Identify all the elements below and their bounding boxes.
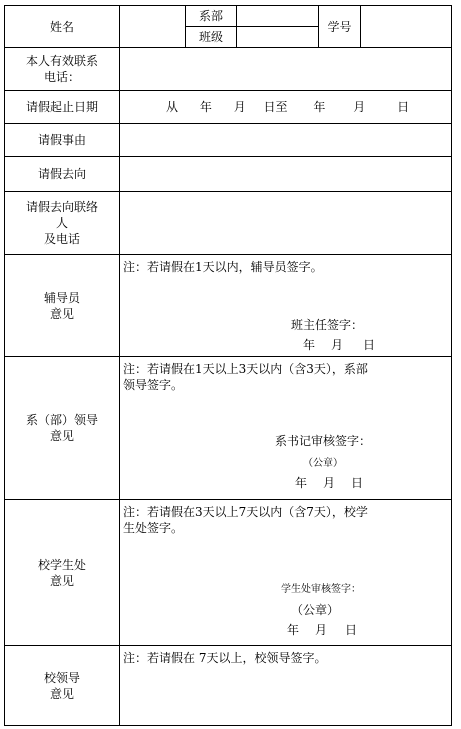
counselor-day: 日 — [363, 338, 376, 352]
dates-from: 从 — [166, 100, 179, 114]
dates-day-to: 日至 — [263, 100, 288, 114]
contact-label-line2: 人 — [55, 216, 68, 230]
dept-field[interactable] — [237, 6, 319, 27]
school-leader-label-line2: 意见 — [49, 686, 74, 701]
dates-field[interactable] — [120, 91, 452, 124]
student-office-month: 月 — [315, 623, 328, 637]
student-office-label-line1: 校学生处 — [37, 557, 86, 572]
department-note-line1: 注：若请假在1天以上3天以内（含3天），系部 — [123, 362, 368, 376]
dates-month: 月 — [233, 100, 246, 114]
phone-label-line2: 电话： — [43, 70, 80, 84]
name-field[interactable] — [120, 6, 186, 48]
dates-label: 请假起止日期 — [5, 91, 120, 124]
student-office-label — [5, 500, 120, 646]
student-office-note-line1: 注：若请假在3天以上7天以内（含7天），校学 — [123, 505, 368, 519]
department-opinion-field[interactable] — [120, 357, 452, 500]
class-label: 班级 — [186, 27, 237, 48]
student-id-field[interactable] — [361, 6, 452, 48]
phone-field[interactable] — [120, 48, 452, 91]
department-label-line2: 意见 — [49, 429, 74, 443]
dates-year2: 年 — [313, 100, 326, 114]
department-sign-label: 系书记审核签字： — [275, 434, 372, 448]
department-label — [5, 357, 120, 500]
department-day: 日 — [351, 476, 364, 490]
student-id-label: 学号 — [319, 6, 361, 48]
reason-label: 请假事由 — [5, 124, 120, 157]
student-office-day: 日 — [345, 623, 358, 637]
phone-label-line1: 本人有效联系 — [25, 54, 98, 68]
department-label-line1: 系（部）领导 — [25, 413, 98, 427]
dates-year: 年 — [199, 100, 212, 114]
name-label: 姓名 — [5, 6, 120, 48]
dates-month2: 月 — [353, 100, 366, 114]
department-seal: （公章） — [303, 458, 343, 469]
department-note-line2: 领导签字。 — [123, 378, 184, 392]
student-office-seal: （公章） — [291, 603, 340, 617]
reason-field[interactable] — [120, 124, 452, 157]
destination-label: 请假去向 — [5, 157, 120, 192]
counselor-label-line2: 意见 — [49, 306, 74, 321]
school-leader-opinion-field[interactable] — [120, 646, 452, 726]
contact-field[interactable] — [120, 192, 452, 255]
counselor-month: 月 — [331, 338, 344, 352]
leave-request-form — [4, 5, 452, 726]
department-year: 年 — [295, 476, 308, 490]
phone-label — [5, 48, 120, 91]
counselor-year: 年 — [303, 338, 316, 352]
contact-label-line3: 及电话 — [43, 232, 80, 246]
school-leader-label-line1: 校领导 — [43, 670, 80, 685]
counselor-sign-label: 班主任签字： — [291, 318, 364, 332]
student-office-year: 年 — [287, 623, 300, 637]
counselor-label-line1: 辅导员 — [43, 290, 80, 305]
counselor-opinion-field[interactable] — [120, 255, 452, 357]
contact-label — [5, 192, 120, 255]
department-month: 月 — [323, 476, 336, 490]
dept-label: 系部 — [186, 6, 237, 27]
counselor-label — [5, 255, 120, 357]
school-leader-label — [5, 646, 120, 726]
counselor-note: 注：若请假在1天以内，辅导员签字。 — [123, 260, 323, 274]
destination-field[interactable] — [120, 157, 452, 192]
student-office-label-line2: 意见 — [49, 573, 74, 588]
contact-label-line1: 请假去向联络 — [25, 200, 98, 214]
student-office-sign-label: 学生处审核签字： — [281, 584, 361, 595]
dates-day2: 日 — [397, 100, 410, 114]
student-office-opinion-field[interactable] — [120, 500, 452, 646]
class-field[interactable] — [237, 27, 319, 48]
student-office-note-line2: 生处签字。 — [123, 521, 184, 535]
school-leader-note: 注：若请假在 7天以上，校领导签字。 — [123, 651, 327, 665]
